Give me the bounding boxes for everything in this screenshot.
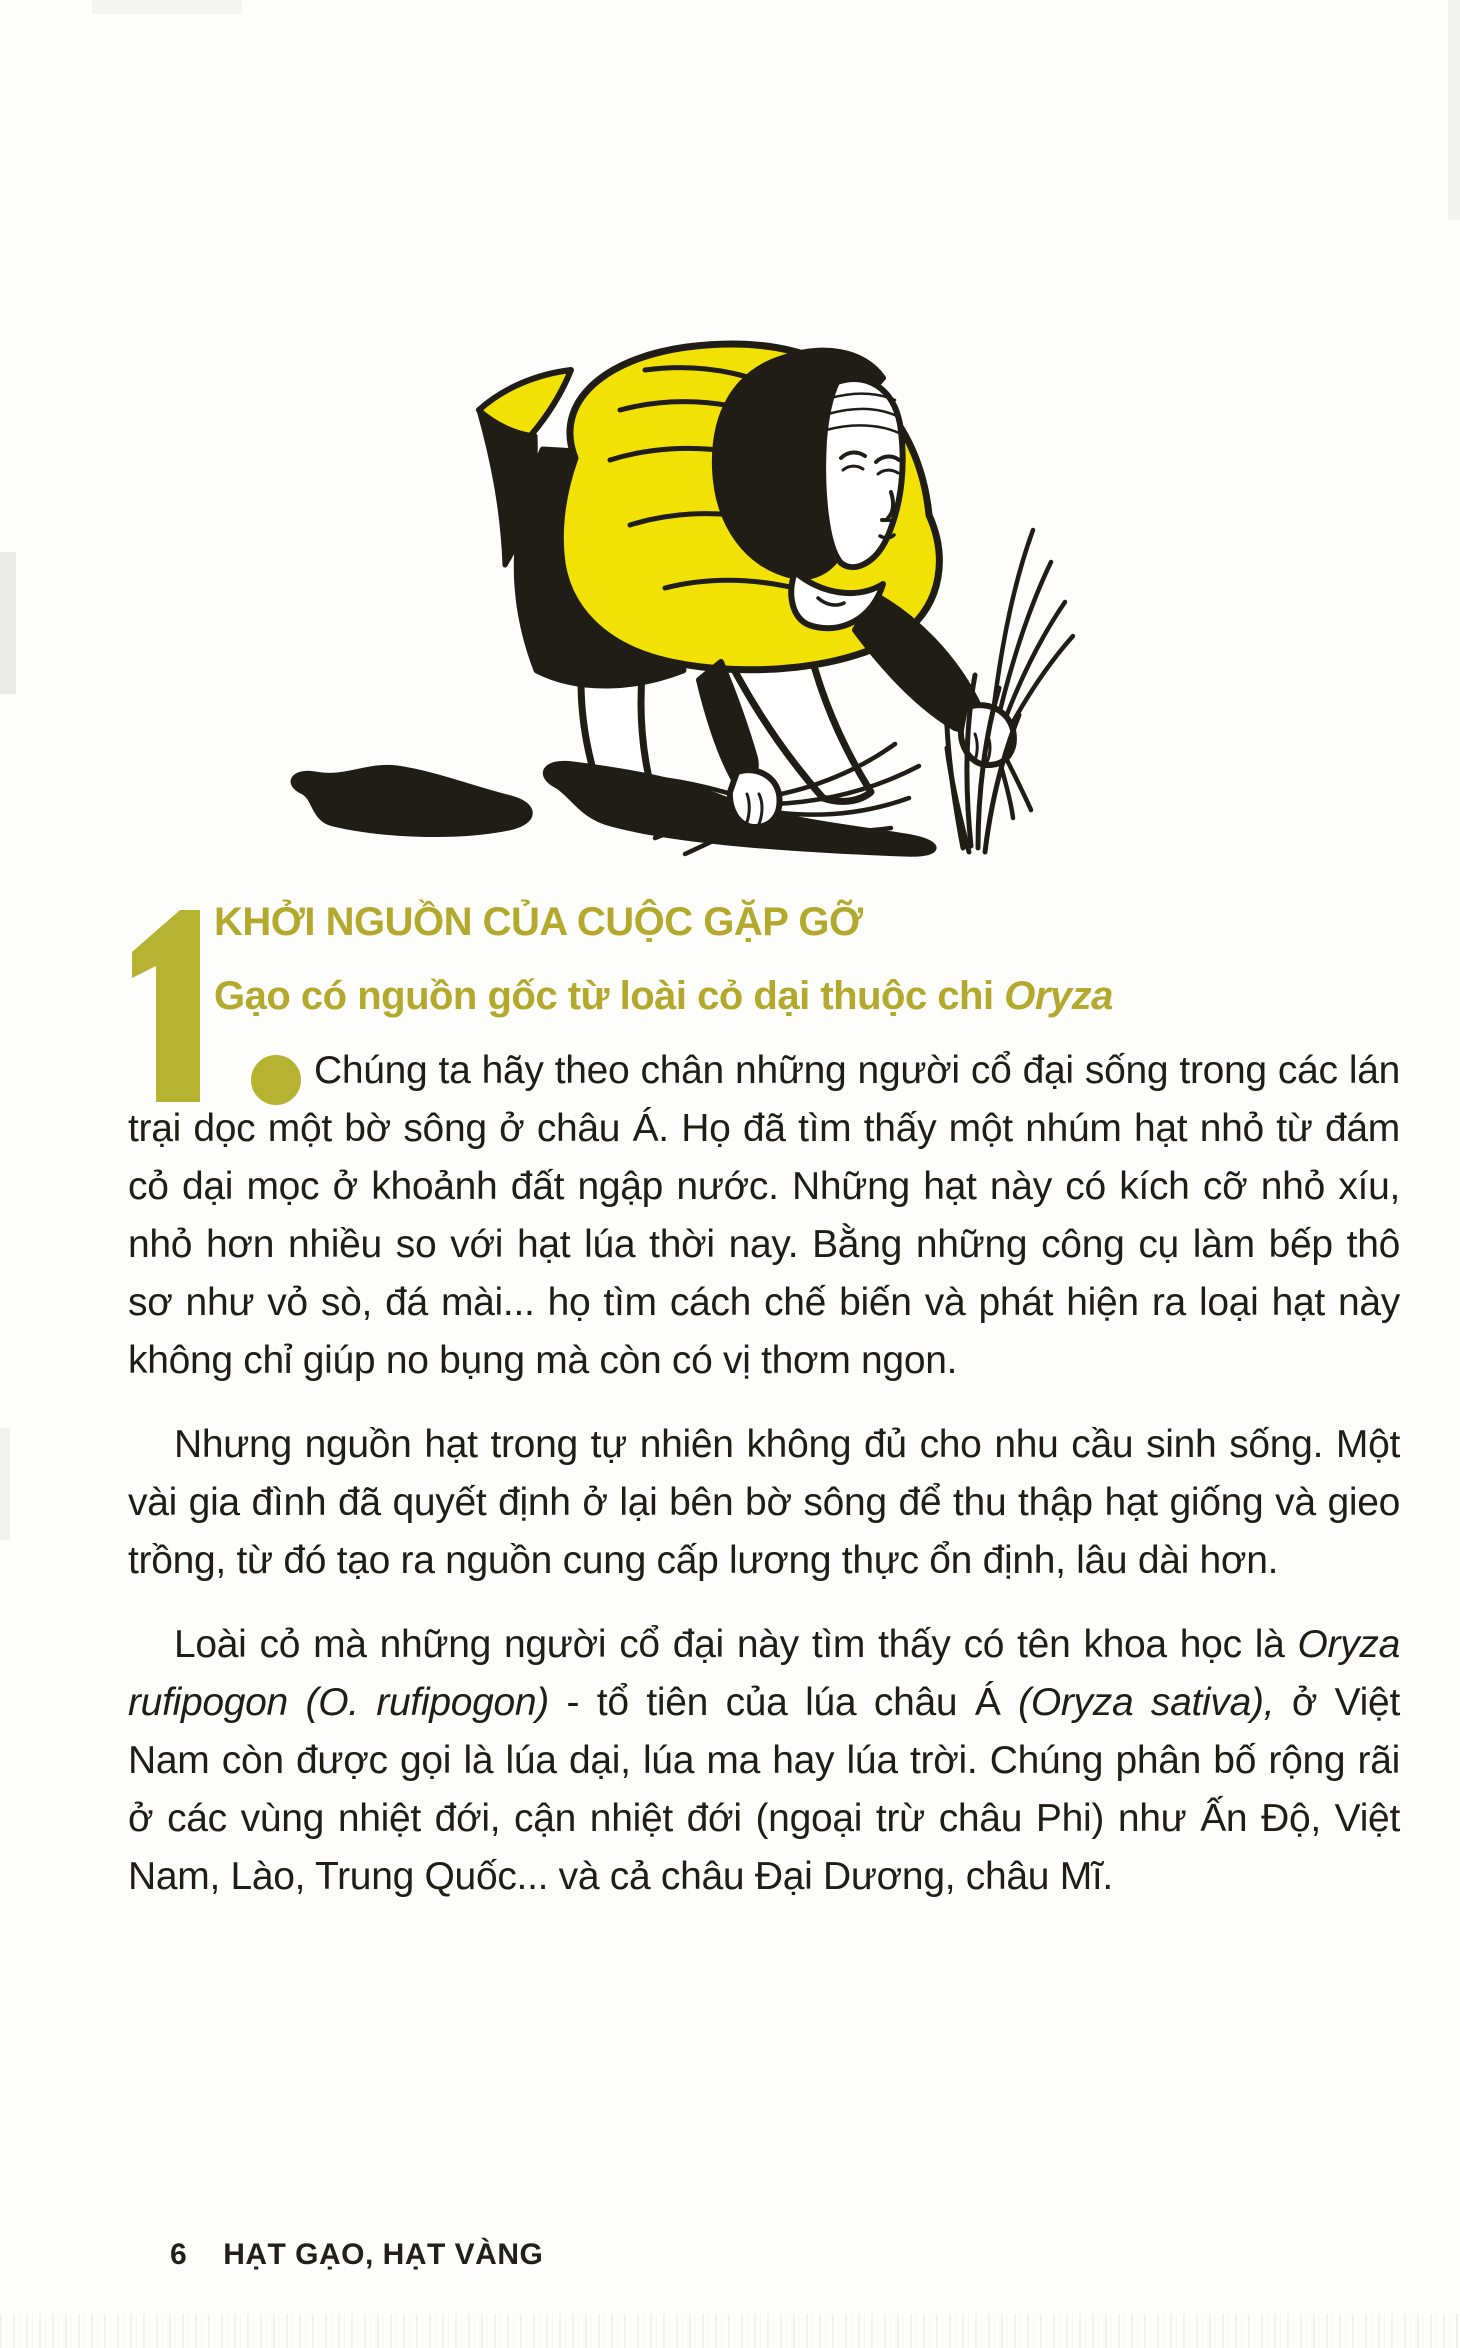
mud-blob-left (293, 767, 530, 834)
scan-artifact (0, 1428, 10, 1540)
page-footer (170, 2238, 543, 2272)
chapter-title: KHỞI NGUỒN CỦA CUỘC GẶP GỠ (214, 900, 863, 944)
chapter-opening (128, 898, 1400, 1906)
scan-artifact (92, 0, 242, 14)
paragraph: Chúng ta hãy theo chân những người cổ đại sống trong các lán trại dọc một bờ sông ở châu Á. Họ đã tìm thấy một nhúm hạt nhỏ từ đám cỏ dại mọc ở khoảnh đất ngập nước. Những hạt này có kích cỡ nhỏ xíu, nhỏ hơn nhiều so với hạt lúa thời nay. Bằng những công cụ làm bếp thô sơ như vỏ sò, đá mài... họ tìm cách chế biến và phát hiện ra loại hạt này không chỉ giúp no bụng mà còn có vị thơm ngon. (128, 1049, 1400, 1382)
body-text (128, 1042, 1400, 1906)
illustration-person-harvesting-wild-rice (275, 340, 1185, 860)
far-hand-grass (991, 530, 1073, 818)
near-hand (730, 770, 780, 827)
paragraph: Nhưng nguồn hạt trong tự nhiên không đủ cho nhu cầu sinh sống. Một vài gia đình đã quyết định ở lại bên bờ sông để thu thập hạt giống và gieo trồng, từ đó tạo ra nguồn cung cấp lương thực ổn định, lâu dài hơn. (128, 1423, 1400, 1582)
chapter-heading (214, 898, 1400, 1020)
footer-book-title: HẠT GẠO, HẠT VÀNG (223, 2238, 544, 2271)
paragraph: Loài cỏ mà những người cổ đại này tìm thấy có tên khoa học là Oryza rufipogon (O. rufipogon) - tổ tiên của lúa châu Á (Oryza sativa), ở Việt Nam còn được gọi là lúa dại, lúa ma hay lúa trời. Chúng phân bố rộng rãi ở các vùng nhiệt đới, cận nhiệt đới (ngoại trừ châu Phi) như Ấn Độ, Việt Nam, Lào, Trung Quốc... và cả châu Đại Dương, châu Mĩ. (128, 1623, 1400, 1898)
scan-artifact (0, 552, 16, 694)
chapter-subtitle: Gạo có nguồn gốc từ loài cỏ dại thuộc chi Oryza (214, 974, 1113, 1018)
chapter-number-numeral (130, 906, 310, 1111)
scan-artifact (1448, 0, 1460, 220)
footer-page-number: 6 (170, 2238, 188, 2271)
scan-artifact (0, 2314, 1460, 2348)
